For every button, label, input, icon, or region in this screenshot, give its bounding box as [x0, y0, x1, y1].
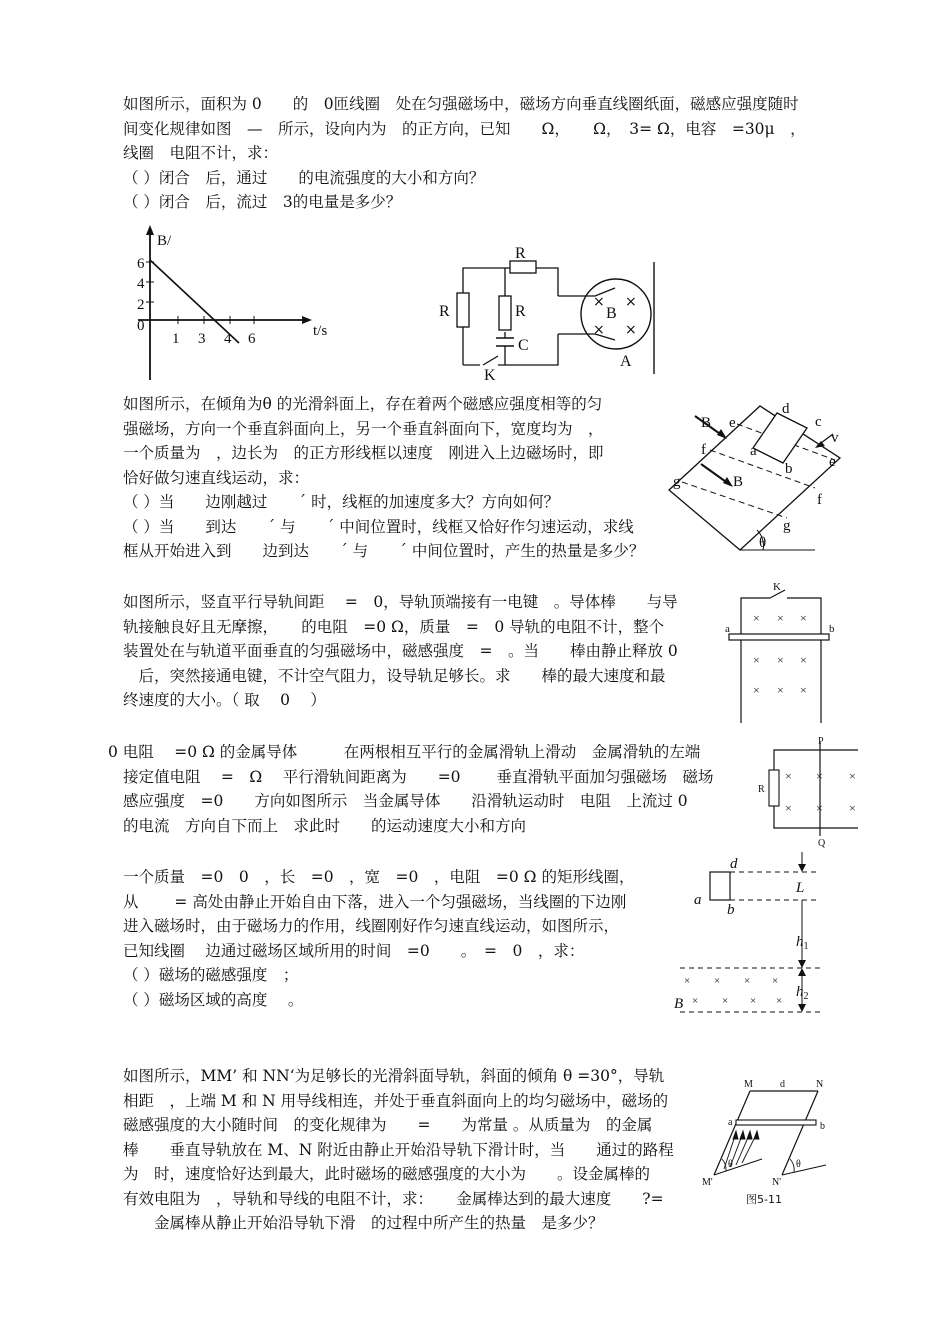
resistor-mid [499, 296, 511, 330]
svg-text:×: × [750, 995, 757, 1007]
problem-6-line: 磁感强度的大小随时间 的变化规律为 = 为常量 。从质量为 的金属 [123, 1116, 653, 1134]
problem-6-line: 有效电阻为 ，导轨和导线的电阻不计，求： 金属棒达到的最大速度 ?= [123, 1189, 664, 1208]
svg-text:×: × [785, 801, 792, 815]
coil-d-label: d [730, 856, 738, 872]
problem-1-text [123, 92, 806, 215]
problem-1-line: （ ）闭合 后，通过 的电流强度的大小和方向？ [123, 168, 485, 187]
problem-3-line: 后，突然接通电键，不计空气阻力，设导轨足够长。求 棒的最大速度和最 [123, 666, 666, 685]
svg-text:×: × [684, 975, 691, 987]
problem-6-text [123, 1064, 674, 1236]
problem-3-line: 终速度的大小。（ 取 0 ） [123, 691, 326, 709]
problem-1-line: 线圈 电阻不计，求： [123, 144, 279, 162]
problem-2-text [123, 392, 644, 564]
coil-a-label: a [694, 892, 702, 908]
capacitor-label: C [518, 337, 529, 354]
problem-4-line: 感应强度 =0 方向如图所示 当金属导体 沿滑轨运动时 电阻 上流过 0 [123, 792, 688, 810]
angle-right-label: θ [796, 1159, 801, 1170]
field-b1-label: B [701, 415, 712, 431]
coil-label: A [620, 353, 632, 370]
svg-text:×: × [753, 653, 760, 667]
problem-3-line: 如图所示，竖直平行导轨间距 = 0，导轨顶端接有一电键 。导体棒 与导 [123, 593, 678, 611]
resistor-mid-label: R [515, 303, 526, 320]
angle-left-label: θ [728, 1159, 733, 1170]
boundary-f1-label: f [701, 442, 706, 458]
switch-label: K [484, 367, 496, 384]
problem-6-line: 相距 ，上端 M 和 N 用导线相连，并处于垂直斜面向上的均匀磁场中，磁场的 [123, 1091, 669, 1110]
problem-5-line: 进入磁场时，由于磁场力的作用，线圈刚好作匀速直线运动，如图所示， [123, 917, 620, 935]
rail-m2-label: M' [702, 1177, 713, 1188]
square-frame [753, 413, 807, 463]
svg-text:×: × [593, 294, 605, 310]
svg-text:×: × [593, 322, 605, 338]
svg-text:×: × [744, 975, 751, 987]
inclined-rails-figure [700, 1075, 840, 1215]
problem-1-line: 如图所示，面积为 0 的 0匝线圈 处在匀强磁场中，磁场方向垂直线圈纸面，磁感应强度随时 [123, 95, 799, 113]
field-b-label: B [674, 996, 684, 1012]
svg-text:×: × [777, 683, 784, 697]
frame-a-label: a [750, 443, 757, 459]
velocity-label: v [831, 430, 839, 446]
metal-rod [736, 1120, 816, 1125]
h1-sub: 1 [803, 941, 809, 952]
problem-2-line: （ ）当 边刚越过 ´ 时，线框的加速度多大？方向如何？ [123, 493, 560, 511]
problem-4-text [108, 740, 713, 838]
problem-2-line: （ ）当 到达 ´ 与 ´ 中间位置时，线框又恰好作匀速运动，求线 [123, 517, 634, 536]
problem-2-line: 恰好做匀速直线运动，求： [123, 468, 310, 487]
svg-text:×: × [772, 975, 779, 987]
boundary-g2-label: g [783, 518, 791, 534]
problem-3-line: 装置处在与轨道平面垂直的匀强磁场中，磁感强度 = 。当 棒由静止释放 0 [123, 642, 678, 660]
svg-text:×: × [777, 611, 784, 625]
resistor-top [510, 261, 536, 273]
svg-text:×: × [800, 653, 807, 667]
rect-coil [710, 872, 730, 900]
field-b2-label: B [733, 474, 744, 490]
falling-coil-figure [672, 852, 832, 1022]
rod-p-label: P [818, 736, 824, 747]
y-tick-label: 0 [137, 318, 145, 334]
svg-text:×: × [722, 995, 729, 1007]
y-tick-label: 6 [137, 256, 145, 272]
switch-k-label: K [773, 581, 781, 593]
y-tick-label: 2 [137, 297, 145, 313]
svg-text:×: × [753, 611, 760, 625]
y-tick-label: 4 [137, 276, 145, 292]
svg-text:×: × [692, 995, 699, 1007]
bar-a-label: a [725, 623, 730, 635]
problem-3-text [123, 590, 678, 713]
h2-symbol: h [796, 984, 804, 1000]
svg-text:×: × [800, 683, 807, 697]
resistor-top-label: R [515, 245, 526, 262]
rail-m-label: M [744, 1079, 753, 1090]
boundary-f2-label: f [817, 492, 822, 508]
problem-3-line: 轨接触良好且无摩擦， 的电阻 =0 Ω，质量 = 0 导轨的电阻不计，整个 [123, 617, 665, 636]
resistor-r-label: R [758, 784, 765, 795]
incline-figure [665, 398, 865, 558]
problem-5-line: （ ）磁场区域的高度 。 [123, 990, 304, 1009]
problem-2-line: 一个质量为 ，边长为 的正方形线框以速度 刚进入上边磁场时，即 [123, 444, 604, 462]
graph-ylabel: B/ [157, 233, 172, 249]
x-tick-label: 4 [224, 331, 232, 347]
conductor-bar [729, 634, 829, 640]
problem-6-line: 金属棒从静止开始沿导轨下滑 的过程中所产生的热量 是多少？ [123, 1214, 604, 1232]
problem-6-line: 如图所示，MM’ 和 NN‘为足够长的光滑斜面导轨，斜面的倾角 θ =30°，导轨 [123, 1067, 665, 1085]
coil-b-label: b [727, 902, 735, 918]
boundary-e2-label: e [829, 454, 836, 470]
svg-text:×: × [816, 801, 823, 815]
rod-a-label: a [728, 1117, 733, 1128]
bar-b-label: b [829, 623, 835, 635]
rail-n2-label: N' [772, 1177, 782, 1188]
graph-xlabel: t/s [313, 323, 328, 339]
height-h1-label [796, 934, 809, 952]
problem-4-line: 的电流 方向自下而上 求此时 的运动速度大小和方向 [123, 816, 527, 835]
problem-6-line: 棒 垂直导轨放在 M、N 附近由静止开始沿导轨下滑计时，当 通过的路程 [123, 1140, 674, 1159]
x-tick-label: 3 [198, 331, 206, 347]
rail-n-label: N [816, 1079, 824, 1090]
problem-4-line: 0 电阻 =0 Ω 的金属导体 在两根相互平行的金属滑轨上滑动 金属滑轨的左端 [108, 743, 701, 761]
resistor-left-label: R [439, 303, 450, 320]
coil-field-label: B [606, 305, 617, 322]
vertical-rails-figure [725, 578, 840, 728]
problem-5-line: 已知线圈 边通过磁场区域所用的时间 =0 。 = 0 ，求： [123, 941, 585, 960]
svg-text:×: × [849, 769, 856, 783]
svg-text:×: × [777, 653, 784, 667]
boundary-g1-label: g [673, 474, 681, 490]
svg-text:×: × [753, 683, 760, 697]
rod-b-label: b [820, 1121, 825, 1132]
frame-c-label: c [815, 414, 822, 430]
svg-text:×: × [625, 322, 637, 338]
problem-5-line: （ ）磁场的磁感强度 ； [123, 966, 299, 984]
problem-5-line: 一个质量 =0 0 ，长 =0 ，宽 =0 ，电阻 =0 Ω 的矩形线圈， [123, 868, 635, 886]
svg-text:×: × [625, 294, 637, 310]
resistor-left [457, 293, 469, 327]
rod-q-label: Q [818, 838, 826, 849]
boundary-e1-label: e [729, 415, 736, 431]
incline-angle-label: θ [759, 535, 767, 551]
frame-d-label: d [782, 401, 790, 417]
x-tick-label: 6 [248, 331, 256, 347]
svg-text:×: × [714, 975, 721, 987]
x-tick-label: 1 [172, 331, 180, 347]
problem-2-line: 框从开始进入到 边到达 ´ 与 ´ 中间位置时，产生的热量是多少？ [123, 542, 645, 560]
frame-b-label: b [785, 461, 793, 477]
sliding-rod-figure [758, 736, 858, 850]
length-l-label: L [796, 880, 805, 896]
problem-6-line: 为 时，速度恰好达到最大，此时磁场的磁感强度的大小为 。设金属棒的 [123, 1165, 651, 1183]
b-t-line [150, 260, 239, 343]
h1-symbol: h [796, 934, 804, 950]
svg-text:×: × [785, 769, 792, 783]
svg-text:×: × [849, 801, 856, 815]
rail-d-label: d [780, 1079, 785, 1090]
figure-caption: 图5-11 [746, 1193, 782, 1206]
problem-2-line: 如图所示，在倾角为θ 的光滑斜面上，存在着两个磁感应强度相等的匀 [123, 395, 603, 413]
problem-5-line: 从 = 高处由静止开始自由下落，进入一个匀强磁场，当线圈的下边刚 [123, 892, 627, 911]
problem-1-line: 间变化规律如图 — 所示，设向内为 的正方向，已知 Ω， Ω， 3= Ω，电容 =30μ ， [123, 119, 806, 138]
h2-sub: 2 [803, 991, 809, 1002]
b-t-graph [130, 225, 330, 385]
svg-text:×: × [776, 995, 783, 1007]
problem-2-line: 强磁场，方向一个垂直斜面向上，另一个垂直斜面向下，宽度均为 ， [123, 419, 604, 438]
problem-5-text [123, 865, 634, 1012]
svg-text:×: × [800, 611, 807, 625]
problem-4-line: 接定值电阻 = Ω 平行滑轨间距离为 =0 垂直滑轨平面加匀强磁场 磁场 [123, 767, 714, 786]
svg-text:×: × [816, 769, 823, 783]
problem-1-line: （ ）闭合 后，流过 3的电量是多少？ [123, 193, 402, 211]
circuit-diagram [430, 240, 670, 384]
resistor-r [769, 770, 779, 806]
